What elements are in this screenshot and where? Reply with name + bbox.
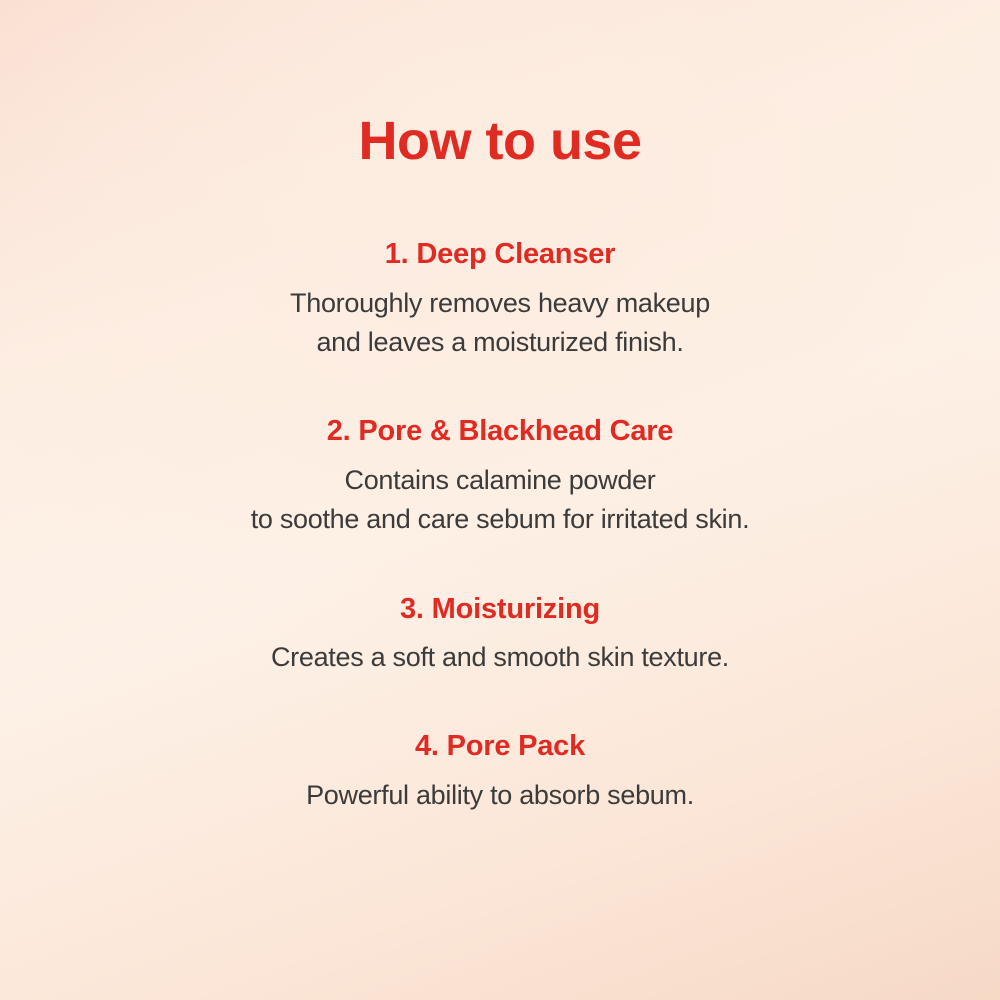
step-title: 2. Pore & Blackhead Care <box>326 415 674 448</box>
step-description-line: to soothe and care sebum for irritated skin. <box>250 504 750 535</box>
step-description-line: Thoroughly removes heavy makeup <box>290 288 710 319</box>
list-item <box>0 729 1000 815</box>
step-title: 3. Moisturizing <box>399 592 600 625</box>
step-description <box>0 776 1000 815</box>
step-description <box>0 461 1000 539</box>
step-title: 1. Deep Cleanser <box>384 238 616 271</box>
step-description <box>0 284 1000 362</box>
list-item <box>0 592 1000 678</box>
page-title: How to use <box>358 111 642 171</box>
step-description-line: Contains calamine powder <box>344 465 656 496</box>
steps-list <box>0 237 1000 815</box>
step-description-line: and leaves a moisturized finish. <box>316 327 684 358</box>
step-description-line: Creates a soft and smooth skin texture. <box>270 642 730 673</box>
list-item <box>0 414 1000 539</box>
step-description-line: Powerful ability to absorb sebum. <box>306 780 694 811</box>
step-title: 4. Pore Pack <box>414 730 586 763</box>
list-item <box>0 237 1000 362</box>
step-description <box>0 638 1000 677</box>
